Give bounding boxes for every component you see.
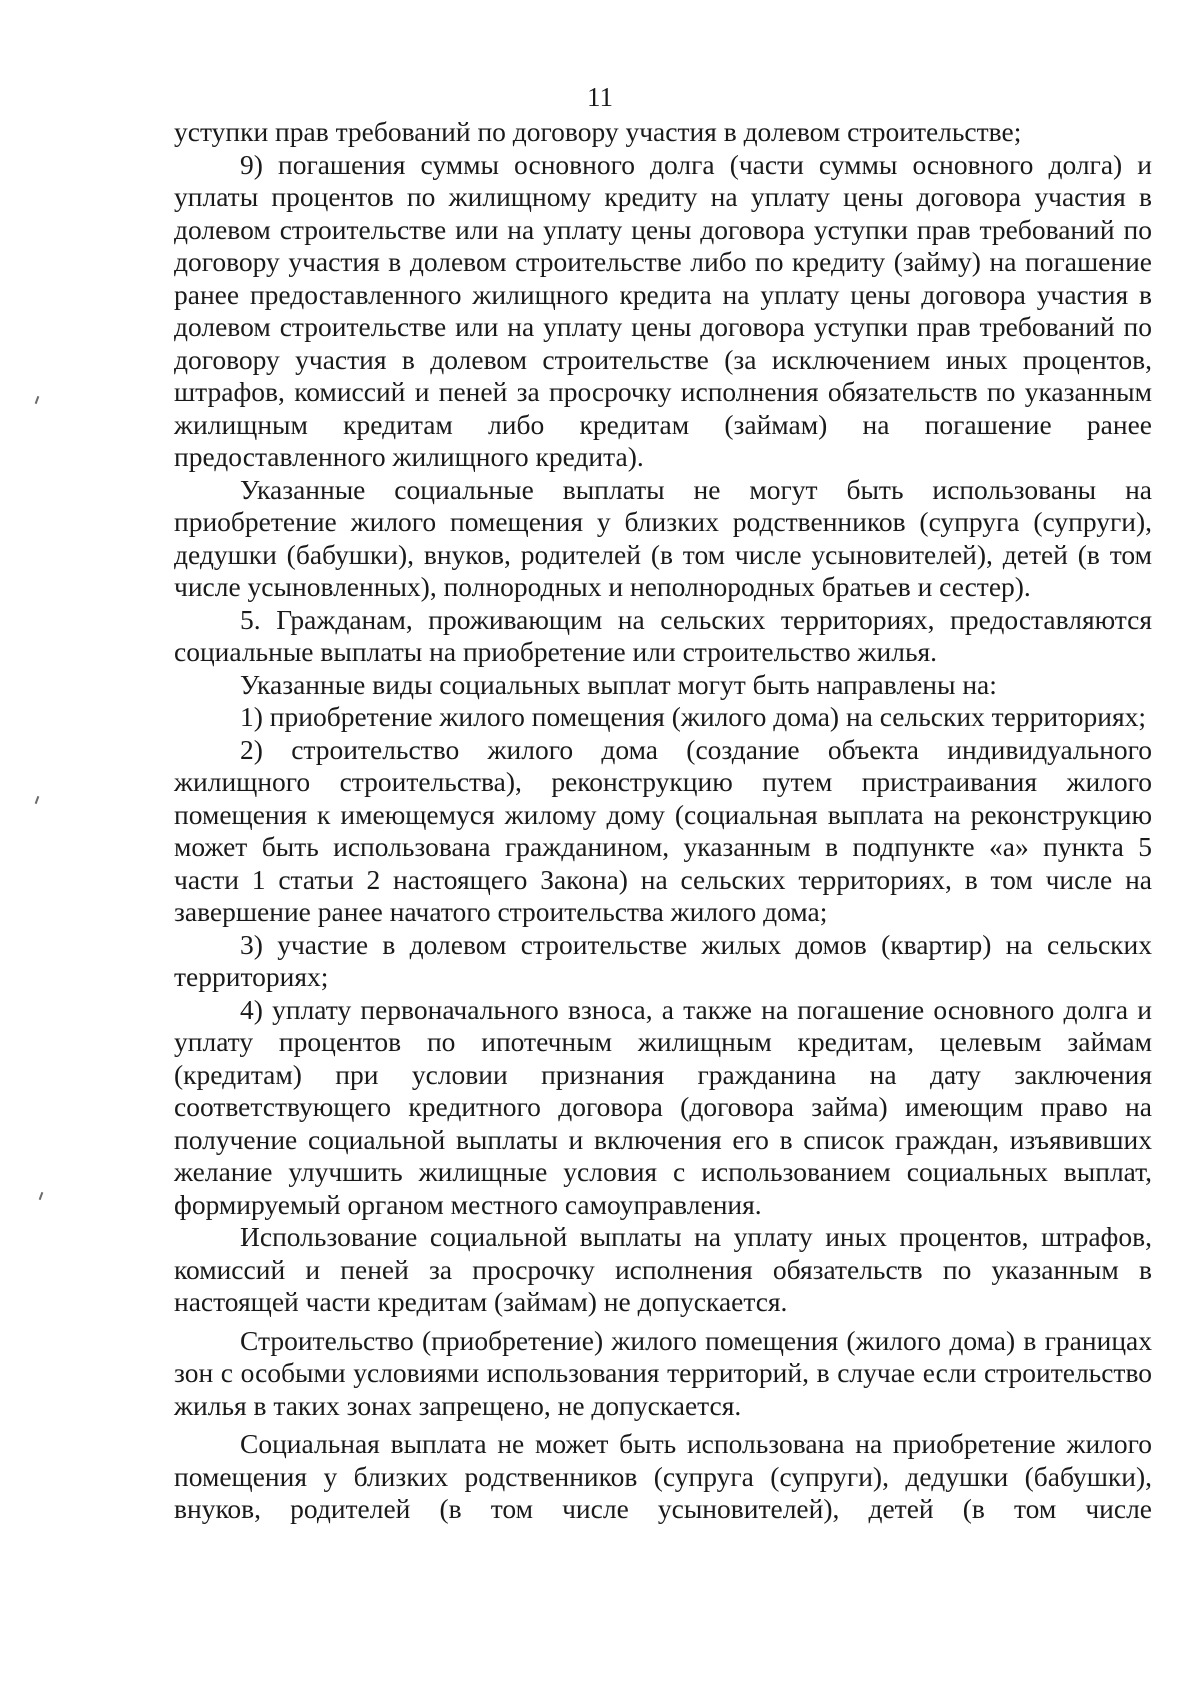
paragraph-restriction-relatives: Указанные социальные выплаты не могут быть использованы на приобретение жилого помещения у близких родственников (супруга (супруги), дедушки (бабушки), внуков, родителей (в том числе усыновителей), детей (в том числе усыновленных), полнородных и неполнородных братьев и сестер). — [174, 473, 1152, 602]
paragraph-continuation: уступки прав требований по договору участия в долевом строительстве; — [174, 116, 1022, 147]
paragraph-item-2: 2) строительство жилого дома (создание объекта индивидуального жилищного строительства), реконструкцию путем пристраивания жилого помещения к имеющемуся жилому дому (социальная выплата на реконструкцию может быть использована гражданином, указанным в подпункте «а» пункта 5 части 1 статьи 2 настоящего Закона) на сельских территориях, в том числе на завершение ранее начатого строительства жилого дома; — [174, 733, 1152, 927]
page-number: 11 — [587, 82, 613, 112]
scan-mark — [35, 796, 40, 804]
paragraph-interest-restriction: Использование социальной выплаты на уплату иных процентов, штрафов, комиссий и пеней за просрочку исполнения обязательств по указанным в настоящей части кредитам (займам) не допускается. — [174, 1221, 1152, 1317]
paragraph-item-4: 4) уплату первоначального взноса, а также на погашение основного долга и уплату процентов по ипотечным жилищным кредитам, целевым займам (кредитам) при условии признания гражданина на дату заключения соответствующего кредитного договора (договора займа) имеющим право на получение социальной выплаты и включения его в список граждан, изъявивших желание улучшить жилищные условия с использованием социальных выплат, формируемый органом местного самоуправления. — [174, 993, 1152, 1220]
paragraph-zones-restriction: Строительство (приобретение) жилого помещения (жилого дома) в границах зон с особыми условиями использования территорий, в случае если строительство жилья в таких зонах запрещено, не допускается. — [174, 1324, 1152, 1421]
document-body — [174, 116, 1152, 1526]
paragraph-section-5: 5. Гражданам, проживающим на сельских территориях, предоставляются социальные выплаты на приобретение или строительство жилья. — [174, 603, 1152, 667]
scan-mark — [39, 1192, 44, 1200]
paragraph-item-9: 9) погашения суммы основного долга (части суммы основного долга) и уплаты процентов по жилищному кредиту на уплату цены договора участия в долевом строительстве или на уплату цены договора уступки прав требований по договору участия в долевом строительстве либо по кредиту (займу) на погашение ранее предоставленного жилищного кредита на уплату цены договора участия в долевом строительстве или на уплату цены договора уступки прав требований по договору участия в долевом строительстве (за исключением иных процентов, штрафов, комиссий и пеней за просрочку исполнения обязательств по указанным жилищным кредитам либо кредитам (займам) на погашение ранее предоставленного жилищного кредита). — [174, 148, 1152, 472]
paragraph-relatives-restriction: Социальная выплата не может быть использована на приобретение жилого помещения у близких родственников (супруга (супруги), дедушки (бабушки), внуков, родителей (в том числе усыновителей), детей (в том числе — [174, 1428, 1152, 1524]
paragraph-item-1: 1) приобретение жилого помещения (жилого дома) на сельских территориях; — [240, 701, 1147, 732]
paragraph-payment-types-intro: Указанные виды социальных выплат могут быть направлены на: — [240, 668, 997, 700]
paragraph-item-3: 3) участие в долевом строительстве жилых домов (квартир) на сельских территориях; — [174, 928, 1152, 992]
scan-mark — [35, 396, 40, 404]
